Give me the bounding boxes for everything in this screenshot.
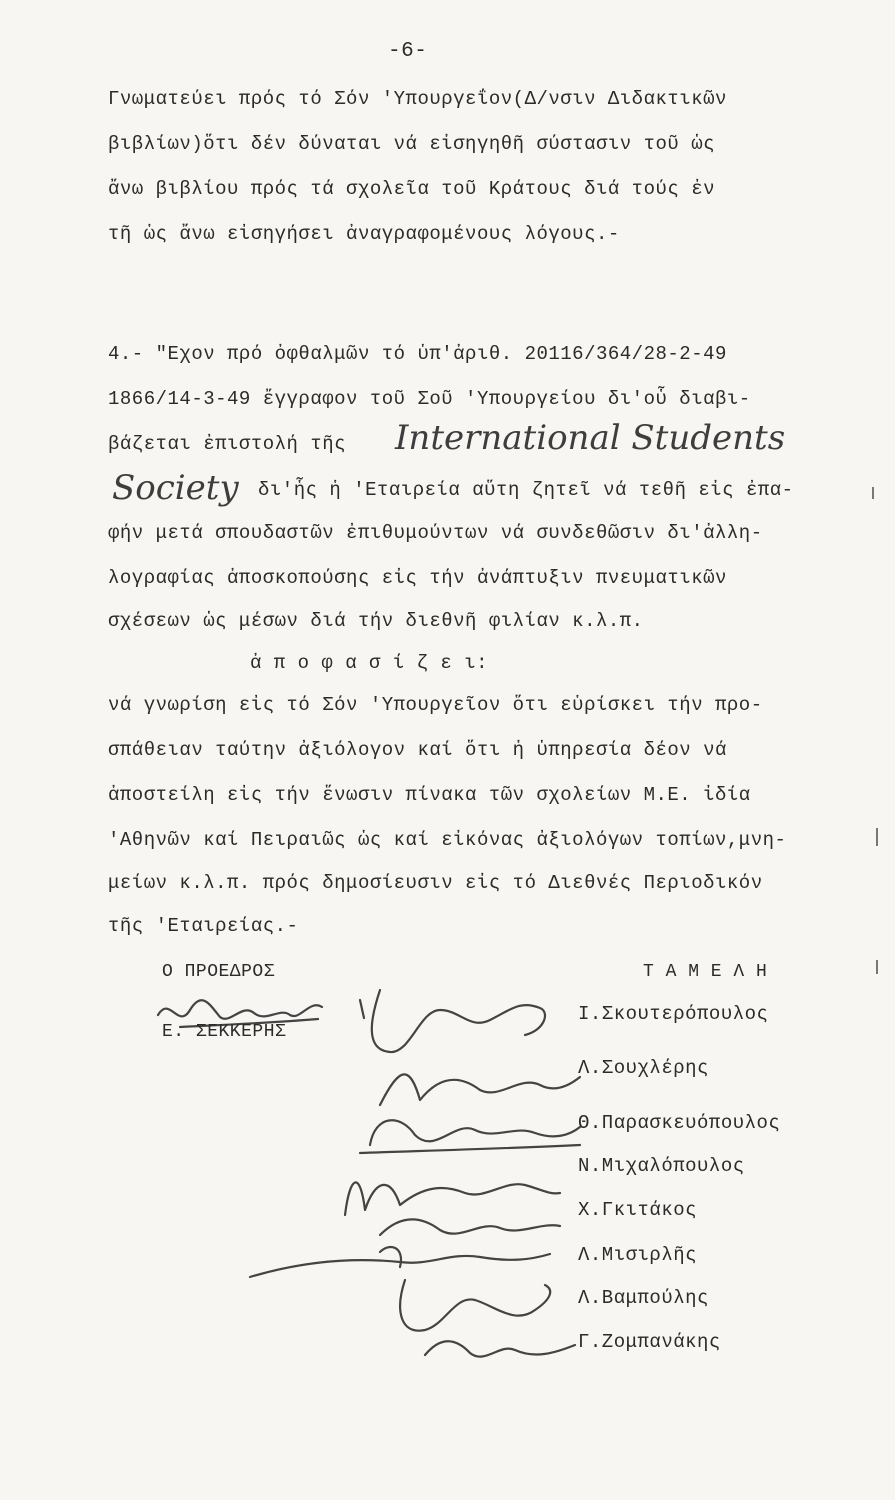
para2-line: δι'ἧς ἡ 'Εταιρεία αὕτη ζητεῖ νά τεθῆ εἰς ἐπα-	[258, 479, 794, 501]
member-name: Ι.Σκουτερόπουλος	[578, 1003, 769, 1025]
para3-line: τῆς 'Εταιρείας.-	[108, 915, 299, 937]
para2-line: λογραφίας ἀποσκοπούσης εἰς τήν ἀνάπτυξιν πνευματικῶν	[108, 567, 727, 589]
president-title: Ο ΠΡΟΕΔΡΟΣ	[162, 962, 276, 982]
member-name: Ν.Μιχαλόπουλος	[578, 1155, 745, 1177]
member-name: Χ.Γκιτάκος	[578, 1199, 698, 1221]
handwritten-society-name: International Students	[395, 418, 786, 458]
para1-line: ἄνω βιβλίου πρός τά σχολεῖα τοῦ Κράτους διά τούς ἐν	[108, 178, 715, 200]
para3-line: ἀποστείλη εἰς τήν ἕνωσιν πίνακα τῶν σχολείων Μ.Ε. ἰδία	[108, 784, 751, 806]
handwritten-society-word: Society	[112, 468, 239, 508]
member-name: Λ.Σουχλέρης	[578, 1057, 709, 1079]
para2-line: βάζεται ἐπιστολή τῆς	[108, 433, 347, 455]
para2-line: σχέσεων ὡς μέσων διά τήν διεθνῆ φιλίαν κ.λ.π.	[108, 610, 644, 632]
para1-line: βιβλίων)ὅτι δέν δύναται νά εἰσηγηθῆ σύστασιν τοῦ ὡς	[108, 133, 715, 155]
para3-line: σπάθειαν ταύτην ἀξιόλογον καί ὅτι ἡ ὑπηρεσία δέον νά	[108, 739, 727, 761]
para3-line: νά γνωρίση εἰς τό Σόν 'Υπουργεῖον ὅτι εὑρίσκει τήν προ-	[108, 694, 763, 716]
members-title: Τ Α Μ Ε Λ Η	[643, 962, 768, 982]
member-name: Γ.Ζομπανάκης	[578, 1331, 721, 1353]
member-name: Λ.Μισιρλῆς	[578, 1244, 698, 1266]
para1-line: Γνωματεύει πρός τό Σόν 'Υπουργεΐον(Δ/νσιν Διδακτικῶν	[108, 88, 727, 110]
member-signature	[350, 980, 560, 1060]
member-name: Λ.Βαμπούλης	[578, 1287, 709, 1309]
para1-line: τῆ ὡς ἄνω εἰσηγήσει ἀναγραφομένους λόγους.-	[108, 223, 620, 245]
para2-line: φήν μετά σπουδαστῶν ἐπιθυμούντων νά συνδεθῶσιν δι'ἀλλη-	[108, 522, 763, 544]
member-signature	[415, 1325, 585, 1375]
margin-mark	[876, 828, 878, 846]
para2-line: 1866/14-3-49 ἔγγραφον τοῦ Σοῦ 'Υπουργείου δι'οὗ διαβι-	[108, 388, 751, 410]
para3-line: 'Αθηνῶν καί Πειραιῶς ὡς καί εἰκόνας ἀξιολόγων τοπίων,μνη-	[108, 829, 787, 851]
para2-line: 4.- "Εχον πρό ὀφθαλμῶν τό ὑπ'ἀριθ. 20116/364/28-2-49	[108, 343, 727, 365]
decides-heading: ἀ π ο φ α σ ί ζ ε ι:	[250, 652, 489, 674]
margin-mark	[872, 487, 874, 499]
page-number: -6-	[388, 40, 428, 63]
president-name: Ε. ΣΕΚΚΕΡΗΣ	[162, 1022, 287, 1042]
para3-line: μείων κ.λ.π. πρός δημοσίευσιν εἰς τό Διεθνές Περιοδικόν	[108, 872, 763, 894]
member-name: Θ.Παρασκευόπουλος	[578, 1112, 781, 1134]
margin-mark	[876, 960, 878, 974]
